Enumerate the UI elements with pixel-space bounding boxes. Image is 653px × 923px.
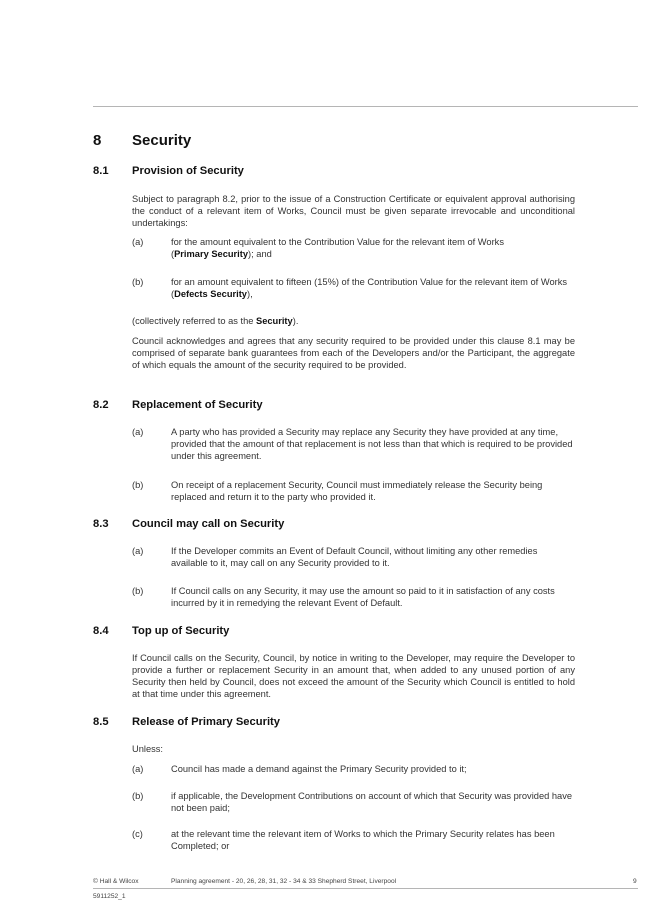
clause-8-5-title: Release of Primary Security — [132, 716, 280, 728]
collective-pre: (collectively referred to as the — [132, 316, 257, 326]
clause-8-3-a-text: If the Developer commits an Event of Default Council, without limiting any other remedies available to it, may call on any Security provided to it. — [171, 546, 538, 568]
defined-term-primary-security: Primary Security — [174, 249, 249, 259]
clause-8-1-a-text: for the amount equivalent to the Contribution Value for the relevant item of Works (Primary Security); and — [171, 237, 504, 259]
clause-8-2-title: Replacement of Security — [132, 399, 263, 411]
clause-8-1-intro: Subject to paragraph 8.2, prior to the issue of a Construction Certificate or equivalent approval authorising the conduct of a relevant item of Works, Council must be given separate irrevocable and unconditional undertakings: — [132, 194, 575, 228]
clause-8-4-number: 8.4 — [93, 625, 109, 637]
section-number: 8 — [93, 132, 102, 149]
defined-term-defects-security: Defects Security — [174, 289, 247, 299]
clause-8-3-title: Council may call on Security — [132, 518, 285, 530]
clause-8-1-title: Provision of Security — [132, 165, 244, 177]
section-title: Security — [132, 132, 192, 149]
footer-reference: 5911252_1 — [93, 893, 126, 900]
header-rule — [93, 106, 638, 107]
clause-8-2-b-label: (b) — [132, 480, 144, 490]
clause-8-3-b-label: (b) — [132, 586, 144, 596]
clause-8-2-a-label: (a) — [132, 427, 144, 437]
defined-term-security: Security — [256, 316, 293, 326]
clause-8-1-a-body: for the amount equivalent to the Contribution Value for the relevant item of Works — [171, 237, 504, 247]
clause-8-1-acknowledgement: Council acknowledges and agrees that any security required to be provided under this clause 8.1 may be comprised of separate bank guarantees from each of the Developers and/or the Participant, the aggregate of which equals the amount of the security required to be provided. — [132, 336, 575, 370]
clause-8-1-number: 8.1 — [93, 165, 109, 177]
clause-8-5-a-label: (a) — [132, 764, 144, 774]
collective-post: ). — [292, 316, 299, 326]
clause-8-2-a-text: A party who has provided a Security may replace any Security they have provided at any time, provided that the amount of that replacement is not less than that which is required to be provided under this agreement. — [171, 427, 573, 461]
clause-8-1-a-tail: ); and — [248, 249, 272, 259]
clause-8-4-title: Top up of Security — [132, 625, 230, 637]
clause-8-2-number: 8.2 — [93, 399, 109, 411]
clause-8-1-collective — [132, 315, 575, 327]
footer-rule — [93, 888, 638, 889]
clause-8-5-b-label: (b) — [132, 791, 144, 801]
clause-8-1-a-label: (a) — [132, 237, 144, 247]
footer-document-title: Planning agreement - 20, 26, 28, 31, 32 - 34 & 33 Shepherd Street, Liverpool — [171, 878, 397, 885]
clause-8-2-b-text: On receipt of a replacement Security, Council must immediately release the Security being replaced and return it to the party who provided it. — [171, 480, 543, 502]
clause-8-3-b-text: If Council calls on any Security, it may use the amount so paid to it in satisfaction of any costs incurred by it in remedying the relevant Event of Default. — [171, 586, 555, 608]
clause-8-5-number: 8.5 — [93, 716, 109, 728]
clause-8-3-number: 8.3 — [93, 518, 109, 530]
clause-8-5-unless: Unless: — [132, 744, 164, 754]
clause-8-5-a-text: Council has made a demand against the Primary Security provided to it; — [171, 764, 467, 774]
clause-8-1-b-text — [171, 276, 576, 300]
clause-8-3-a-label: (a) — [132, 546, 144, 556]
clause-8-1-b-label: (b) — [132, 277, 144, 287]
footer-page-number: 9 — [633, 878, 637, 885]
clause-8-5-c-text: at the relevant time the relevant item of Works to which the Primary Security relates has been Completed; or — [171, 829, 555, 851]
clause-8-1-b-tail: ), — [246, 289, 253, 299]
clause-8-1-b-body: for an amount equivalent to fifteen (15%) of the Contribution Value for the relevant item of Works ( — [171, 277, 568, 299]
clause-8-4-text: If Council calls on the Security, Council, by notice in writing to the Developer, may require the Developer to provide a further or replacement Security in an amount that, when added to any unused portion of any Security then held by Council, does not exceed the amount of the Security which Council is entitled to hold at that time under this agreement. — [132, 653, 575, 699]
footer-firm: © Hall & Wilcox — [93, 878, 139, 885]
clause-8-5-c-label: (c) — [132, 829, 143, 839]
clause-8-5-b-text: if applicable, the Development Contributions on account of which that Security was provided have not been paid; — [171, 791, 573, 813]
